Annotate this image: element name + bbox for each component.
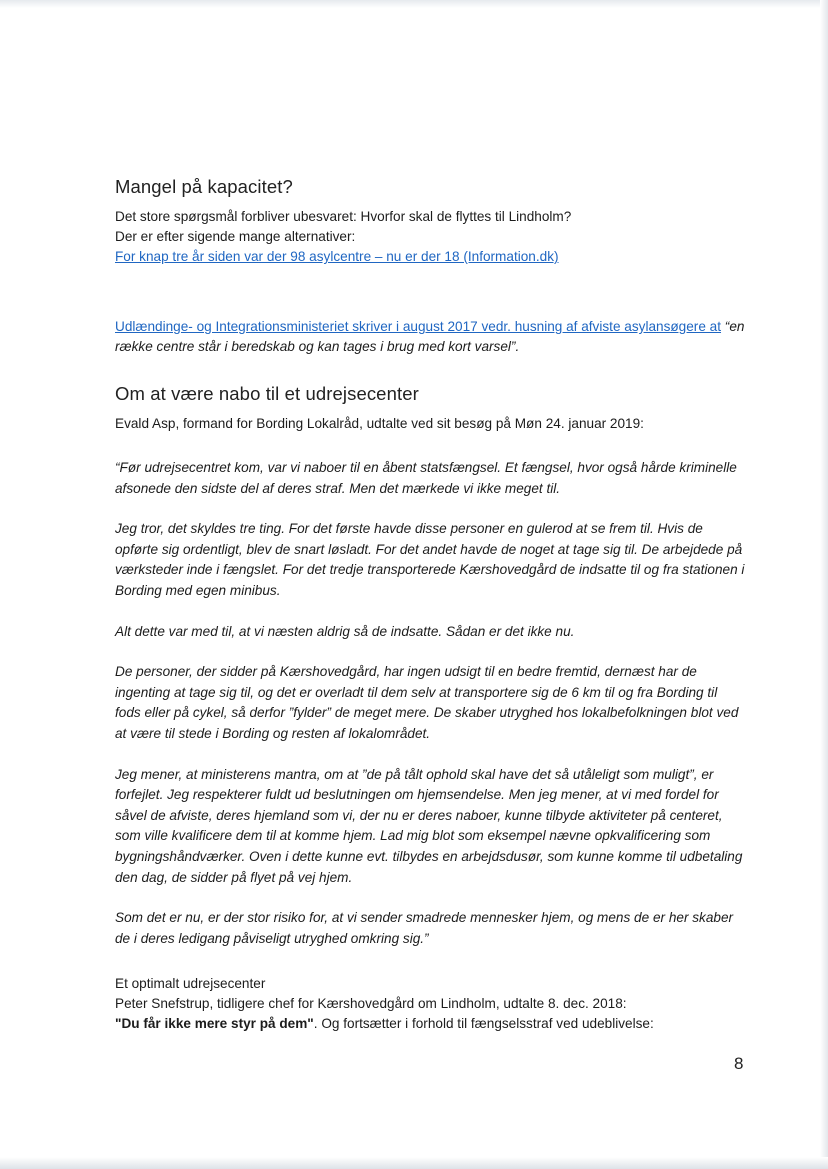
document-page <box>115 176 755 1034</box>
quote-paragraph: Jeg tror, det skyldes tre ting. For det første havde disse personer en gulerod at se frem til. Hvis de opførte sig ordentligt, blev de snart løsladt. For det andet havde de noget at tage sig til. De arbejdede på værksteder inde i fængslet. For det tredje transporterede Kærshovedgård de indsatte til og fra stationen i Bording med egen minibus. <box>115 521 745 598</box>
section-udlaendinge <box>115 317 755 357</box>
ministry-link[interactable]: Udlændinge- og Integrationsministeriet skriver i august 2017 vedr. husning af afviste asylansøgere at <box>115 319 722 334</box>
optimalt-line-2 <box>115 1014 755 1034</box>
scan-edge-bottom <box>0 1157 828 1169</box>
information-dk-link[interactable]: For knap tre år siden var der 98 asylcentre – nu er der 18 (Information.dk) <box>115 249 559 264</box>
udlaendinge-paragraph <box>115 317 755 357</box>
udlaendinge-quote: “en række centre står i beredskab og kan tages i brug med kort varsel”. <box>115 319 745 354</box>
quote-paragraph: Jeg mener, at ministerens mantra, om at ”de på tålt ophold skal have det så utåleligt som muligt”, er forfejlet. Jeg respekterer fuldt ud beslutningen om hjemsendelse. Men jeg mener, at vi med fordel for såvel de afviste, deres hjemland som vi, der nu er deres naboer, kunne tilbyde aktiviteter på centeret, som ville kvalificere dem til at komme hjem. Lad mig blot som eksempel nævne opkvalificering som bygningshåndværker. Oven i dette kunne evt. tilbydes en arbejdsdusør, som kunne komme til udbetaling den dag, de sidder på flyet på vej hjem. <box>115 766 743 885</box>
heading-nabo: Om at være nabo til et udrejsecenter <box>115 383 419 404</box>
scan-edge-right <box>820 0 828 1169</box>
quote-paragraph: “Før udrejsecentret kom, var vi naboer til en åbent statsfængsel. Et fængsel, hvor også hårde kriminelle afsonede den sidste del af deres straf. Men det mærkede vi ikke meget til. <box>115 460 737 496</box>
evald-asp-quote <box>115 458 755 949</box>
mangel-line-1: Det store spørgsmål forbliver ubesvaret: Hvorfor skal de flyttes til Lindholm? <box>115 209 572 224</box>
optimalt-bold-quote: "Du får ikke mere styr på dem" <box>115 1016 314 1032</box>
quote-paragraph: Alt dette var med til, at vi næsten aldrig så de indsatte. Sådan er det ikke nu. <box>115 623 575 639</box>
optimalt-rest: . Og fortsætter i forhold til fængselsstraf ved udeblivelse: <box>313 1016 654 1032</box>
heading-mangel: Mangel på kapacitet? <box>115 176 293 197</box>
nabo-intro: Evald Asp, formand for Bording Lokalråd, udtalte ved sit besøg på Møn 24. januar 2019: <box>115 416 644 431</box>
section-mangel <box>115 176 755 267</box>
optimalt-title: Et optimalt udrejsecenter <box>115 976 266 992</box>
section-nabo <box>115 383 755 949</box>
section-optimalt <box>115 974 755 1034</box>
page-number: 8 <box>734 1054 744 1073</box>
mangel-line-2: Der er efter sigende mange alternativer: <box>115 229 356 244</box>
optimalt-line-1: Peter Snefstrup, tidligere chef for Kærshovedgård om Lindholm, udtalte 8. dec. 2018: <box>115 996 627 1012</box>
mangel-link-paragraph <box>115 247 755 267</box>
scan-edge-top <box>0 0 828 8</box>
quote-paragraph: Som det er nu, er der stor risiko for, at vi sender smadrede mennesker hjem, og mens de er her skaber de i deres ledigang påviseligt utryghed omkring sig.” <box>115 910 734 946</box>
quote-paragraph: De personer, der sidder på Kærshovedgård, har ingen udsigt til en bedre fremtid, dernæst har de ingenting at tage sig til, og det er overladt til dem selv at transportere sig de 6 km til og fra Bording til fods eller på cykel, så derfor ”fylder” de meget mere. De skaber utryghed hos lokalbefolkningen blot ved at være til stede i Bording og resten af lokalområdet. <box>115 664 739 741</box>
